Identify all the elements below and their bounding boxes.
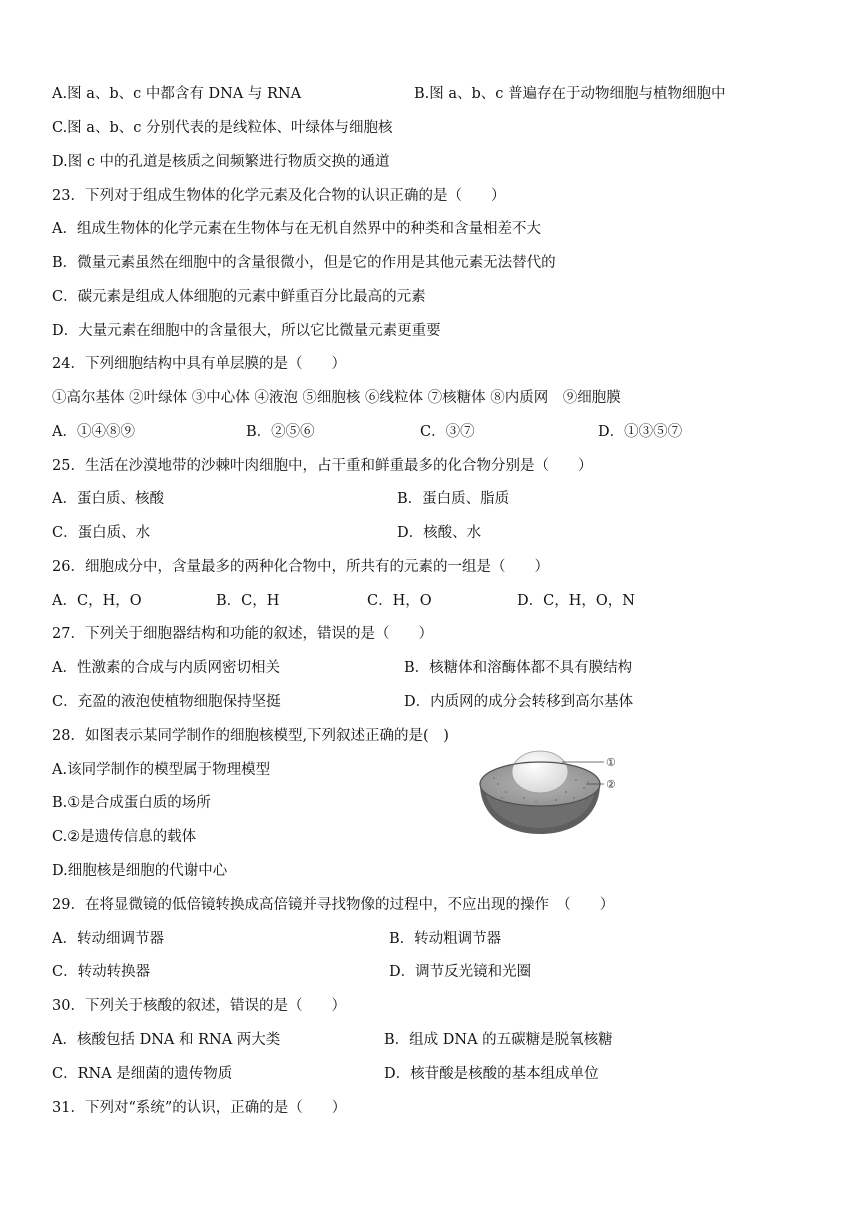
q24-option-c: C．③⑦ xyxy=(420,424,475,440)
q25-option-d: D．核酸、水 xyxy=(397,525,482,541)
q22-option-a: A.图 a、b、c 中都含有 DNA 与 RNA xyxy=(52,86,302,102)
nucleus-model-figure xyxy=(476,748,626,836)
q25-option-c: C．蛋白质、水 xyxy=(52,525,151,541)
q29-option-c: C．转动转换器 xyxy=(52,964,151,980)
q25-option-a: A．蛋白质、核酸 xyxy=(52,491,164,507)
q30-stem: 30．下列关于核酸的叙述，错误的是（ ） xyxy=(52,998,346,1014)
q26-option-c: C．H，O xyxy=(367,593,432,609)
q24-structure-list: ①高尔基体 ②叶绿体 ③中心体 ④液泡 ⑤细胞核 ⑥线粒体 ⑦核糖体 ⑧内质网 ⑨细胞膜 xyxy=(52,390,621,406)
q25-stem: 25．生活在沙漠地带的沙棘叶肉细胞中，占干重和鲜重最多的化合物分别是（ ） xyxy=(52,458,593,474)
q26-option-b: B．C，H xyxy=(216,593,280,609)
nucleus-body xyxy=(480,751,600,834)
q24-stem: 24．下列细胞结构中具有单层膜的是（ ） xyxy=(52,356,346,372)
q31-stem: 31．下列对“系统”的认识，正确的是（ ） xyxy=(52,1100,347,1116)
q28-option-d: D.细胞核是细胞的代谢中心 xyxy=(52,863,228,879)
q26-option-a: A．C，H，O xyxy=(52,593,142,609)
q27-option-d: D．内质网的成分会转移到高尔基体 xyxy=(404,694,634,710)
q28-option-b: B.①是合成蛋白质的场所 xyxy=(52,795,211,811)
q23-stem: 23．下列对于组成生物体的化学元素及化合物的认识正确的是（ ） xyxy=(52,188,506,204)
q23-option-a: A．组成生物体的化学元素在生物体与在无机自然界中的种类和含量相差不大 xyxy=(52,221,541,237)
q30-option-a: A．核酸包括 DNA 和 RNA 两大类 xyxy=(52,1032,281,1048)
q22-option-c: C.图 a、b、c 分别代表的是线粒体、叶绿体与细胞核 xyxy=(52,120,393,136)
q28-stem: 28．如图表示某同学制作的细胞核模型,下列叙述正确的是( ) xyxy=(52,728,449,744)
figure-label-1: ① xyxy=(606,756,616,769)
q23-option-b: B．微量元素虽然在细胞中的含量很微小，但是它的作用是其他元素无法替代的 xyxy=(52,255,556,271)
q27-option-b: B．核糖体和溶酶体都不具有膜结构 xyxy=(404,660,633,676)
q29-stem: 29．在将显微镜的低倍镜转换成高倍镜并寻找物像的过程中，不应出现的操作 （ ） xyxy=(52,897,615,913)
q26-stem: 26．细胞成分中，含量最多的两种化合物中，所共有的元素的一组是（ ） xyxy=(52,559,549,575)
q28-option-c: C.②是遗传信息的载体 xyxy=(52,829,197,845)
q23-option-d: D．大量元素在细胞中的含量很大，所以它比微量元素更重要 xyxy=(52,323,441,339)
q27-stem: 27．下列关于细胞器结构和功能的叙述，错误的是（ ） xyxy=(52,626,433,642)
q29-option-a: A．转动细调节器 xyxy=(52,931,164,947)
q29-option-b: B．转动粗调节器 xyxy=(389,931,502,947)
q22-option-d: D.图 c 中的孔道是核质之间频繁进行物质交换的通道 xyxy=(52,154,390,170)
figure-label-2: ② xyxy=(606,778,616,791)
q22-option-b: B.图 a、b、c 普遍存在于动物细胞与植物细胞中 xyxy=(414,86,726,102)
q26-option-d: D．C，H，O，N xyxy=(517,593,635,609)
q30-option-c: C．RNA 是细菌的遗传物质 xyxy=(52,1066,233,1082)
q29-option-d: D．调节反光镜和光圈 xyxy=(389,964,532,980)
q30-option-d: D．核苷酸是核酸的基本组成单位 xyxy=(384,1066,599,1082)
q24-option-b: B．②⑤⑥ xyxy=(246,424,315,440)
q27-option-a: A．性激素的合成与内质网密切相关 xyxy=(52,660,280,676)
q30-option-b: B．组成 DNA 的五碳糖是脱氧核糖 xyxy=(384,1032,613,1048)
q25-option-b: B．蛋白质、脂质 xyxy=(397,491,510,507)
q24-option-d: D．①③⑤⑦ xyxy=(598,424,683,440)
q28-option-a: A.该同学制作的模型属于物理模型 xyxy=(52,762,271,778)
q27-option-c: C．充盈的液泡使植物细胞保持坚挺 xyxy=(52,694,281,710)
q24-option-a: A．①④⑧⑨ xyxy=(52,424,135,440)
q23-option-c: C．碳元素是组成人体细胞的元素中鲜重百分比最高的元素 xyxy=(52,289,426,305)
